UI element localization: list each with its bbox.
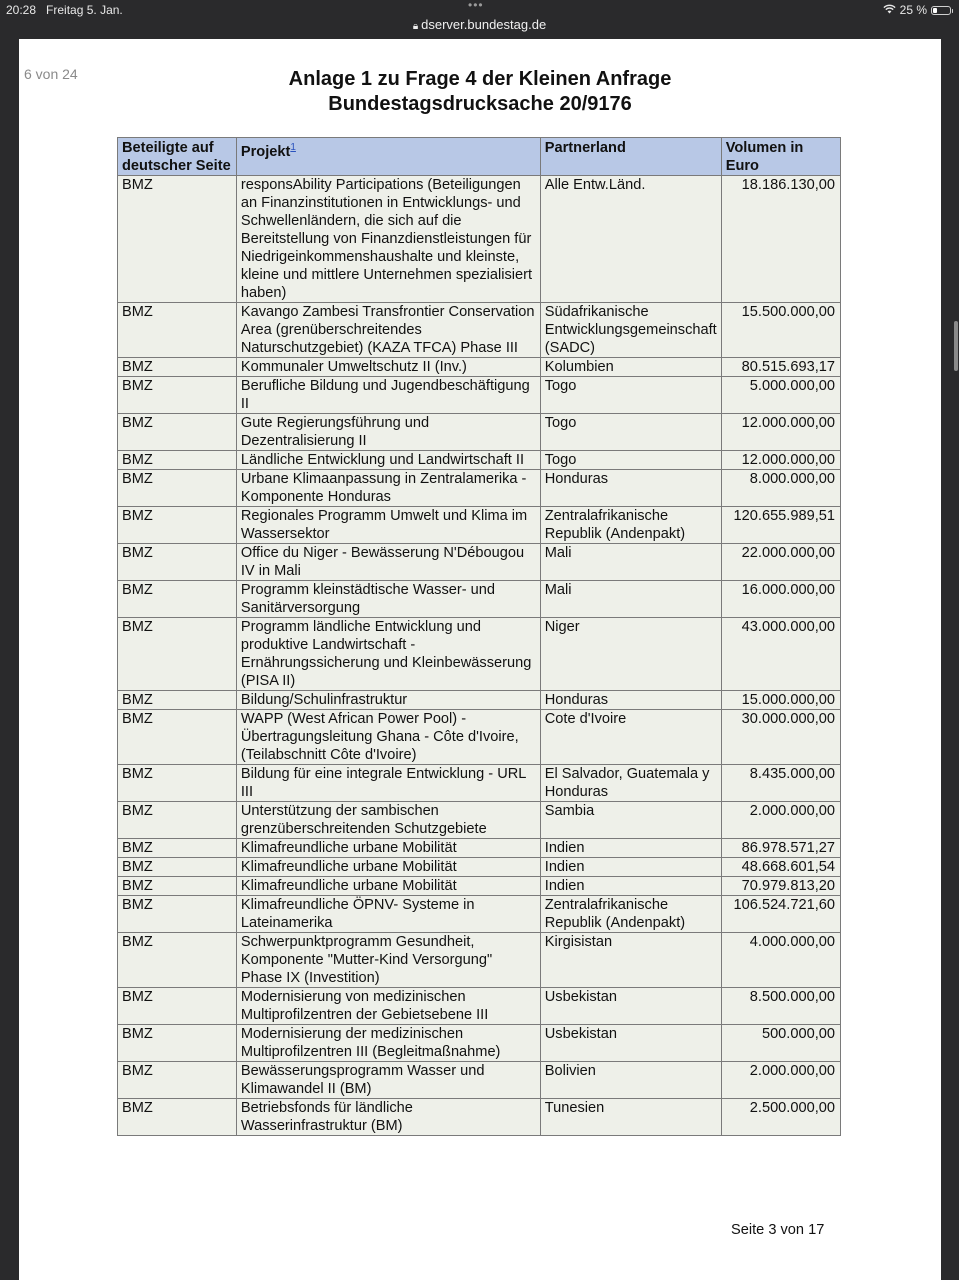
- cell-beteiligte: BMZ: [118, 377, 237, 414]
- header-volumen: Volumen in Euro: [721, 138, 840, 176]
- table-row: [118, 802, 841, 839]
- cell-beteiligte: BMZ: [118, 176, 237, 303]
- cell-volumen: 12.000.000,00: [721, 451, 840, 470]
- cell-volumen: 15.500.000,00: [721, 303, 840, 358]
- cell-projekt: Kommunaler Umweltschutz II (Inv.): [236, 358, 540, 377]
- table-row: [118, 451, 841, 470]
- url-text: dserver.bundestag.de: [421, 17, 547, 32]
- cell-partnerland: Tunesien: [540, 1099, 721, 1136]
- cell-projekt: Klimafreundliche ÖPNV- Systeme in Lateinamerika: [236, 896, 540, 933]
- table-row: [118, 710, 841, 765]
- cell-projekt: Urbane Klimaanpassung in Zentralamerika - Komponente Honduras: [236, 470, 540, 507]
- more-dots-icon[interactable]: •••: [468, 0, 484, 12]
- table-header-row: [118, 138, 841, 176]
- table-row: [118, 1099, 841, 1136]
- cell-projekt: Gute Regierungsführung und Dezentralisierung II: [236, 414, 540, 451]
- table-row: [118, 544, 841, 581]
- cell-beteiligte: BMZ: [118, 507, 237, 544]
- cell-beteiligte: BMZ: [118, 765, 237, 802]
- cell-projekt: Modernisierung der medizinischen Multiprofilzentren III (Begleitmaßnahme): [236, 1025, 540, 1062]
- cell-partnerland: Cote d'Ivoire: [540, 710, 721, 765]
- cell-partnerland: Niger: [540, 618, 721, 691]
- cell-projekt: Ländliche Entwicklung und Landwirtschaft II: [236, 451, 540, 470]
- table-row: [118, 765, 841, 802]
- cell-beteiligte: BMZ: [118, 303, 237, 358]
- table-row: [118, 358, 841, 377]
- page-indicator: 6 von 24: [24, 66, 78, 82]
- cell-beteiligte: BMZ: [118, 544, 237, 581]
- table-row: [118, 1025, 841, 1062]
- cell-partnerland: Togo: [540, 451, 721, 470]
- table-row: [118, 303, 841, 358]
- wifi-icon: [883, 4, 896, 17]
- table-row: [118, 1062, 841, 1099]
- cell-volumen: 43.000.000,00: [721, 618, 840, 691]
- scrollbar[interactable]: [954, 321, 958, 371]
- table-row: [118, 691, 841, 710]
- cell-projekt: Bildung für eine integrale Entwicklung - URL III: [236, 765, 540, 802]
- cell-beteiligte: BMZ: [118, 1099, 237, 1136]
- pdf-page: [19, 39, 941, 1280]
- cell-volumen: 18.186.130,00: [721, 176, 840, 303]
- table-row: [118, 581, 841, 618]
- table-row: [118, 470, 841, 507]
- header-partnerland: Partnerland: [540, 138, 721, 176]
- cell-volumen: 12.000.000,00: [721, 414, 840, 451]
- document-title: [19, 67, 941, 117]
- cell-volumen: 2.000.000,00: [721, 802, 840, 839]
- cell-projekt: Modernisierung von medizinischen Multiprofilzentren der Gebietsebene III: [236, 988, 540, 1025]
- cell-projekt: Berufliche Bildung und Jugendbeschäftigung II: [236, 377, 540, 414]
- cell-volumen: 2.000.000,00: [721, 1062, 840, 1099]
- cell-volumen: 4.000.000,00: [721, 933, 840, 988]
- cell-beteiligte: BMZ: [118, 358, 237, 377]
- cell-volumen: 8.435.000,00: [721, 765, 840, 802]
- cell-projekt: Regionales Programm Umwelt und Klima im Wassersektor: [236, 507, 540, 544]
- cell-beteiligte: BMZ: [118, 414, 237, 451]
- cell-volumen: 106.524.721,60: [721, 896, 840, 933]
- table-row: [118, 858, 841, 877]
- cell-partnerland: Kolumbien: [540, 358, 721, 377]
- cell-beteiligte: BMZ: [118, 988, 237, 1025]
- cell-partnerland: Usbekistan: [540, 988, 721, 1025]
- cell-volumen: 30.000.000,00: [721, 710, 840, 765]
- cell-volumen: 86.978.571,27: [721, 839, 840, 858]
- cell-beteiligte: BMZ: [118, 877, 237, 896]
- status-date: Freitag 5. Jan.: [46, 3, 123, 17]
- cell-projekt: Klimafreundliche urbane Mobilität: [236, 858, 540, 877]
- status-time: 20:28: [6, 3, 37, 17]
- table-body: [118, 176, 841, 1136]
- cell-volumen: 8.000.000,00: [721, 470, 840, 507]
- cell-beteiligte: BMZ: [118, 451, 237, 470]
- cell-partnerland: Indien: [540, 858, 721, 877]
- footnote-link[interactable]: 1: [290, 142, 296, 153]
- cell-beteiligte: BMZ: [118, 802, 237, 839]
- table-row: [118, 377, 841, 414]
- cell-partnerland: Honduras: [540, 470, 721, 507]
- cell-beteiligte: BMZ: [118, 1025, 237, 1062]
- cell-beteiligte: BMZ: [118, 691, 237, 710]
- cell-partnerland: El Salvador, Guatemala y Honduras: [540, 765, 721, 802]
- cell-partnerland: Togo: [540, 377, 721, 414]
- cell-beteiligte: BMZ: [118, 710, 237, 765]
- table-row: [118, 618, 841, 691]
- cell-volumen: 2.500.000,00: [721, 1099, 840, 1136]
- cell-projekt: WAPP (West African Power Pool) - Übertragungsleitung Ghana - Côte d'Ivoire, (Teilabschnitt Côte d'Ivoire): [236, 710, 540, 765]
- cell-volumen: 70.979.813,20: [721, 877, 840, 896]
- cell-partnerland: Sambia: [540, 802, 721, 839]
- cell-partnerland: Mali: [540, 581, 721, 618]
- cell-beteiligte: BMZ: [118, 1062, 237, 1099]
- cell-projekt: Office du Niger - Bewässerung N'Débougou IV in Mali: [236, 544, 540, 581]
- cell-partnerland: Zentralafrikanische Republik (Andenpakt): [540, 507, 721, 544]
- cell-projekt: Unterstützung der sambischen grenzüberschreitenden Schutzgebiete: [236, 802, 540, 839]
- cell-volumen: 120.655.989,51: [721, 507, 840, 544]
- address-bar[interactable]: [0, 17, 959, 32]
- cell-volumen: 80.515.693,17: [721, 358, 840, 377]
- cell-volumen: 16.000.000,00: [721, 581, 840, 618]
- cell-volumen: 22.000.000,00: [721, 544, 840, 581]
- cell-volumen: 8.500.000,00: [721, 988, 840, 1025]
- cell-beteiligte: BMZ: [118, 933, 237, 988]
- header-projekt-label: Projekt: [240, 143, 291, 160]
- cell-projekt: Schwerpunktprogramm Gesundheit, Komponente "Mutter-Kind Versorgung" Phase IX (Investition): [236, 933, 540, 988]
- cell-projekt: Kavango Zambesi Transfrontier Conservation Area (grenüberschreitendes Naturschutzgebiet) (KAZA TFCA) Phase III: [236, 303, 540, 358]
- cell-partnerland: Togo: [540, 414, 721, 451]
- table-row: [118, 933, 841, 988]
- cell-beteiligte: BMZ: [118, 470, 237, 507]
- header-beteiligte: Beteiligte auf deutscher Seite: [118, 138, 237, 176]
- table-row: [118, 414, 841, 451]
- cell-volumen: 5.000.000,00: [721, 377, 840, 414]
- title-line-1: Anlage 1 zu Frage 4 der Kleinen Anfrage: [288, 68, 672, 90]
- cell-beteiligte: BMZ: [118, 581, 237, 618]
- cell-volumen: 48.668.601,54: [721, 858, 840, 877]
- cell-projekt: Programm ländliche Entwicklung und produktive Landwirtschaft - Ernährungssicherung und Kleinbewässerung (PISA II): [236, 618, 540, 691]
- table-row: [118, 176, 841, 303]
- table-row: [118, 988, 841, 1025]
- cell-partnerland: Kirgisistan: [540, 933, 721, 988]
- cell-partnerland: Usbekistan: [540, 1025, 721, 1062]
- cell-projekt: Klimafreundliche urbane Mobilität: [236, 839, 540, 858]
- battery-level: [933, 8, 937, 13]
- status-bar: [0, 0, 959, 38]
- cell-partnerland: Südafrikanische Entwicklungsgemeinschaft (SADC): [540, 303, 721, 358]
- lock-icon: 🔒︎: [412, 21, 419, 32]
- table-row: [118, 877, 841, 896]
- header-projekt: [236, 138, 540, 176]
- cell-projekt: Programm kleinstädtische Wasser- und Sanitärversorgung: [236, 581, 540, 618]
- cell-partnerland: Indien: [540, 839, 721, 858]
- projects-table: [117, 137, 841, 1136]
- cell-partnerland: Mali: [540, 544, 721, 581]
- cell-partnerland: Zentralafrikanische Republik (Andenpakt): [540, 896, 721, 933]
- cell-partnerland: Indien: [540, 877, 721, 896]
- cell-beteiligte: BMZ: [118, 858, 237, 877]
- page-footer: Seite 3 von 17: [731, 1222, 825, 1238]
- cell-volumen: 15.000.000,00: [721, 691, 840, 710]
- cell-projekt: responsAbility Participations (Beteiligungen an Finanzinstitutionen in Entwicklungs- und Schwellenländern, die sich auf die Bereitstellung von Finanzdienstleistungen für Niedrigeinkommenshaushalte und kleinste, kleine und mittlere Unternehmen spezialisiert haben): [236, 176, 540, 303]
- cell-beteiligte: BMZ: [118, 896, 237, 933]
- table-row: [118, 839, 841, 858]
- cell-projekt: Klimafreundliche urbane Mobilität: [236, 877, 540, 896]
- battery-icon: [931, 6, 951, 15]
- table-row: [118, 896, 841, 933]
- status-time-date: [6, 3, 123, 17]
- cell-partnerland: Alle Entw.Länd.: [540, 176, 721, 303]
- cell-projekt: Bildung/Schulinfrastruktur: [236, 691, 540, 710]
- cell-projekt: Betriebsfonds für ländliche Wasserinfrastruktur (BM): [236, 1099, 540, 1136]
- cell-partnerland: Bolivien: [540, 1062, 721, 1099]
- cell-volumen: 500.000,00: [721, 1025, 840, 1062]
- table-row: [118, 507, 841, 544]
- cell-projekt: Bewässerungsprogramm Wasser und Klimawandel II (BM): [236, 1062, 540, 1099]
- battery-percent: 25 %: [899, 3, 927, 17]
- cell-beteiligte: BMZ: [118, 839, 237, 858]
- cell-partnerland: Honduras: [540, 691, 721, 710]
- cell-beteiligte: BMZ: [118, 618, 237, 691]
- title-line-2: Bundestagsdrucksache 20/9176: [328, 93, 632, 115]
- status-right: [883, 3, 951, 17]
